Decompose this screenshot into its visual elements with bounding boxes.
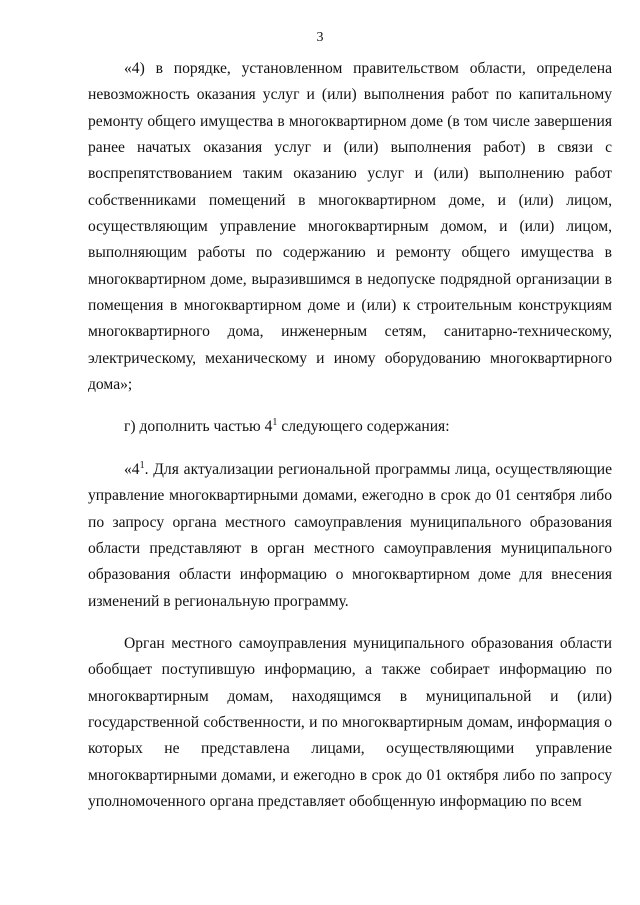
local-authority-text: Орган местного самоуправления муниципального образования области обобщает поступившую информацию, а также собирает информацию по многоквартирным домам, находящимся в муниципальной и (или) государственной собственности, и по многоквартирным домам, информация о которых не представлена лицами, осуществляющими управление многоквартирными домами, и ежегодно в срок до 01 октября либо по запросу уполномоченного органа представляет обобщенную информацию по всем [88, 634, 612, 810]
page-number: 3 [316, 30, 324, 45]
paragraph-subclause-g [88, 414, 612, 440]
superscript-index: 1 [139, 459, 145, 471]
part-4-1-number: «4 [124, 460, 140, 478]
subclause-g-text-end: следующего содержания: [277, 418, 450, 436]
superscript-index: 1 [272, 417, 278, 429]
paragraph-item-4: «4) в порядке, установленном правительством области, определена невозможность оказания услуг и (или) выполнения работ по капитальному ремонту общего имущества в многоквартирном доме (в том числе завершения ранее начатых оказания услуг и (или) выполнения работ) в связи с воспрепятствованием таким оказанию услуг и (или) выполнению работ собственниками помещений в многоквартирном доме, и (или) лицом, осуществляющим управление многоквартирным домом, и (или) лицом, выполняющим работы по содержанию и ремонту общего имущества в многоквартирном доме, выразившимся в недопуске подрядной организации в помещения в многоквартирном доме и (или) к строительным конструкциям многоквартирного дома, инженерным сетям, санитарно-техническому, электрическому, механическому и иному оборудованию многоквартирного дома»; [88, 60, 612, 394]
part-4-1-text: . Для актуализации региональной программы лица, осуществляющие управление многоквартирными домами, ежегодно в срок до 01 сентября либо по запросу органа местного самоуправления муниципального образования области представляют в орган местного самоуправления муниципального образования области информацию о многоквартирном доме для внесения изменений в региональную программу. [88, 460, 612, 610]
paragraph-part-4-1 [88, 457, 612, 615]
paragraph-local-authority [88, 631, 612, 815]
document-body [88, 56, 612, 815]
subclause-g-text: г) дополнить частью 4 [124, 418, 273, 436]
